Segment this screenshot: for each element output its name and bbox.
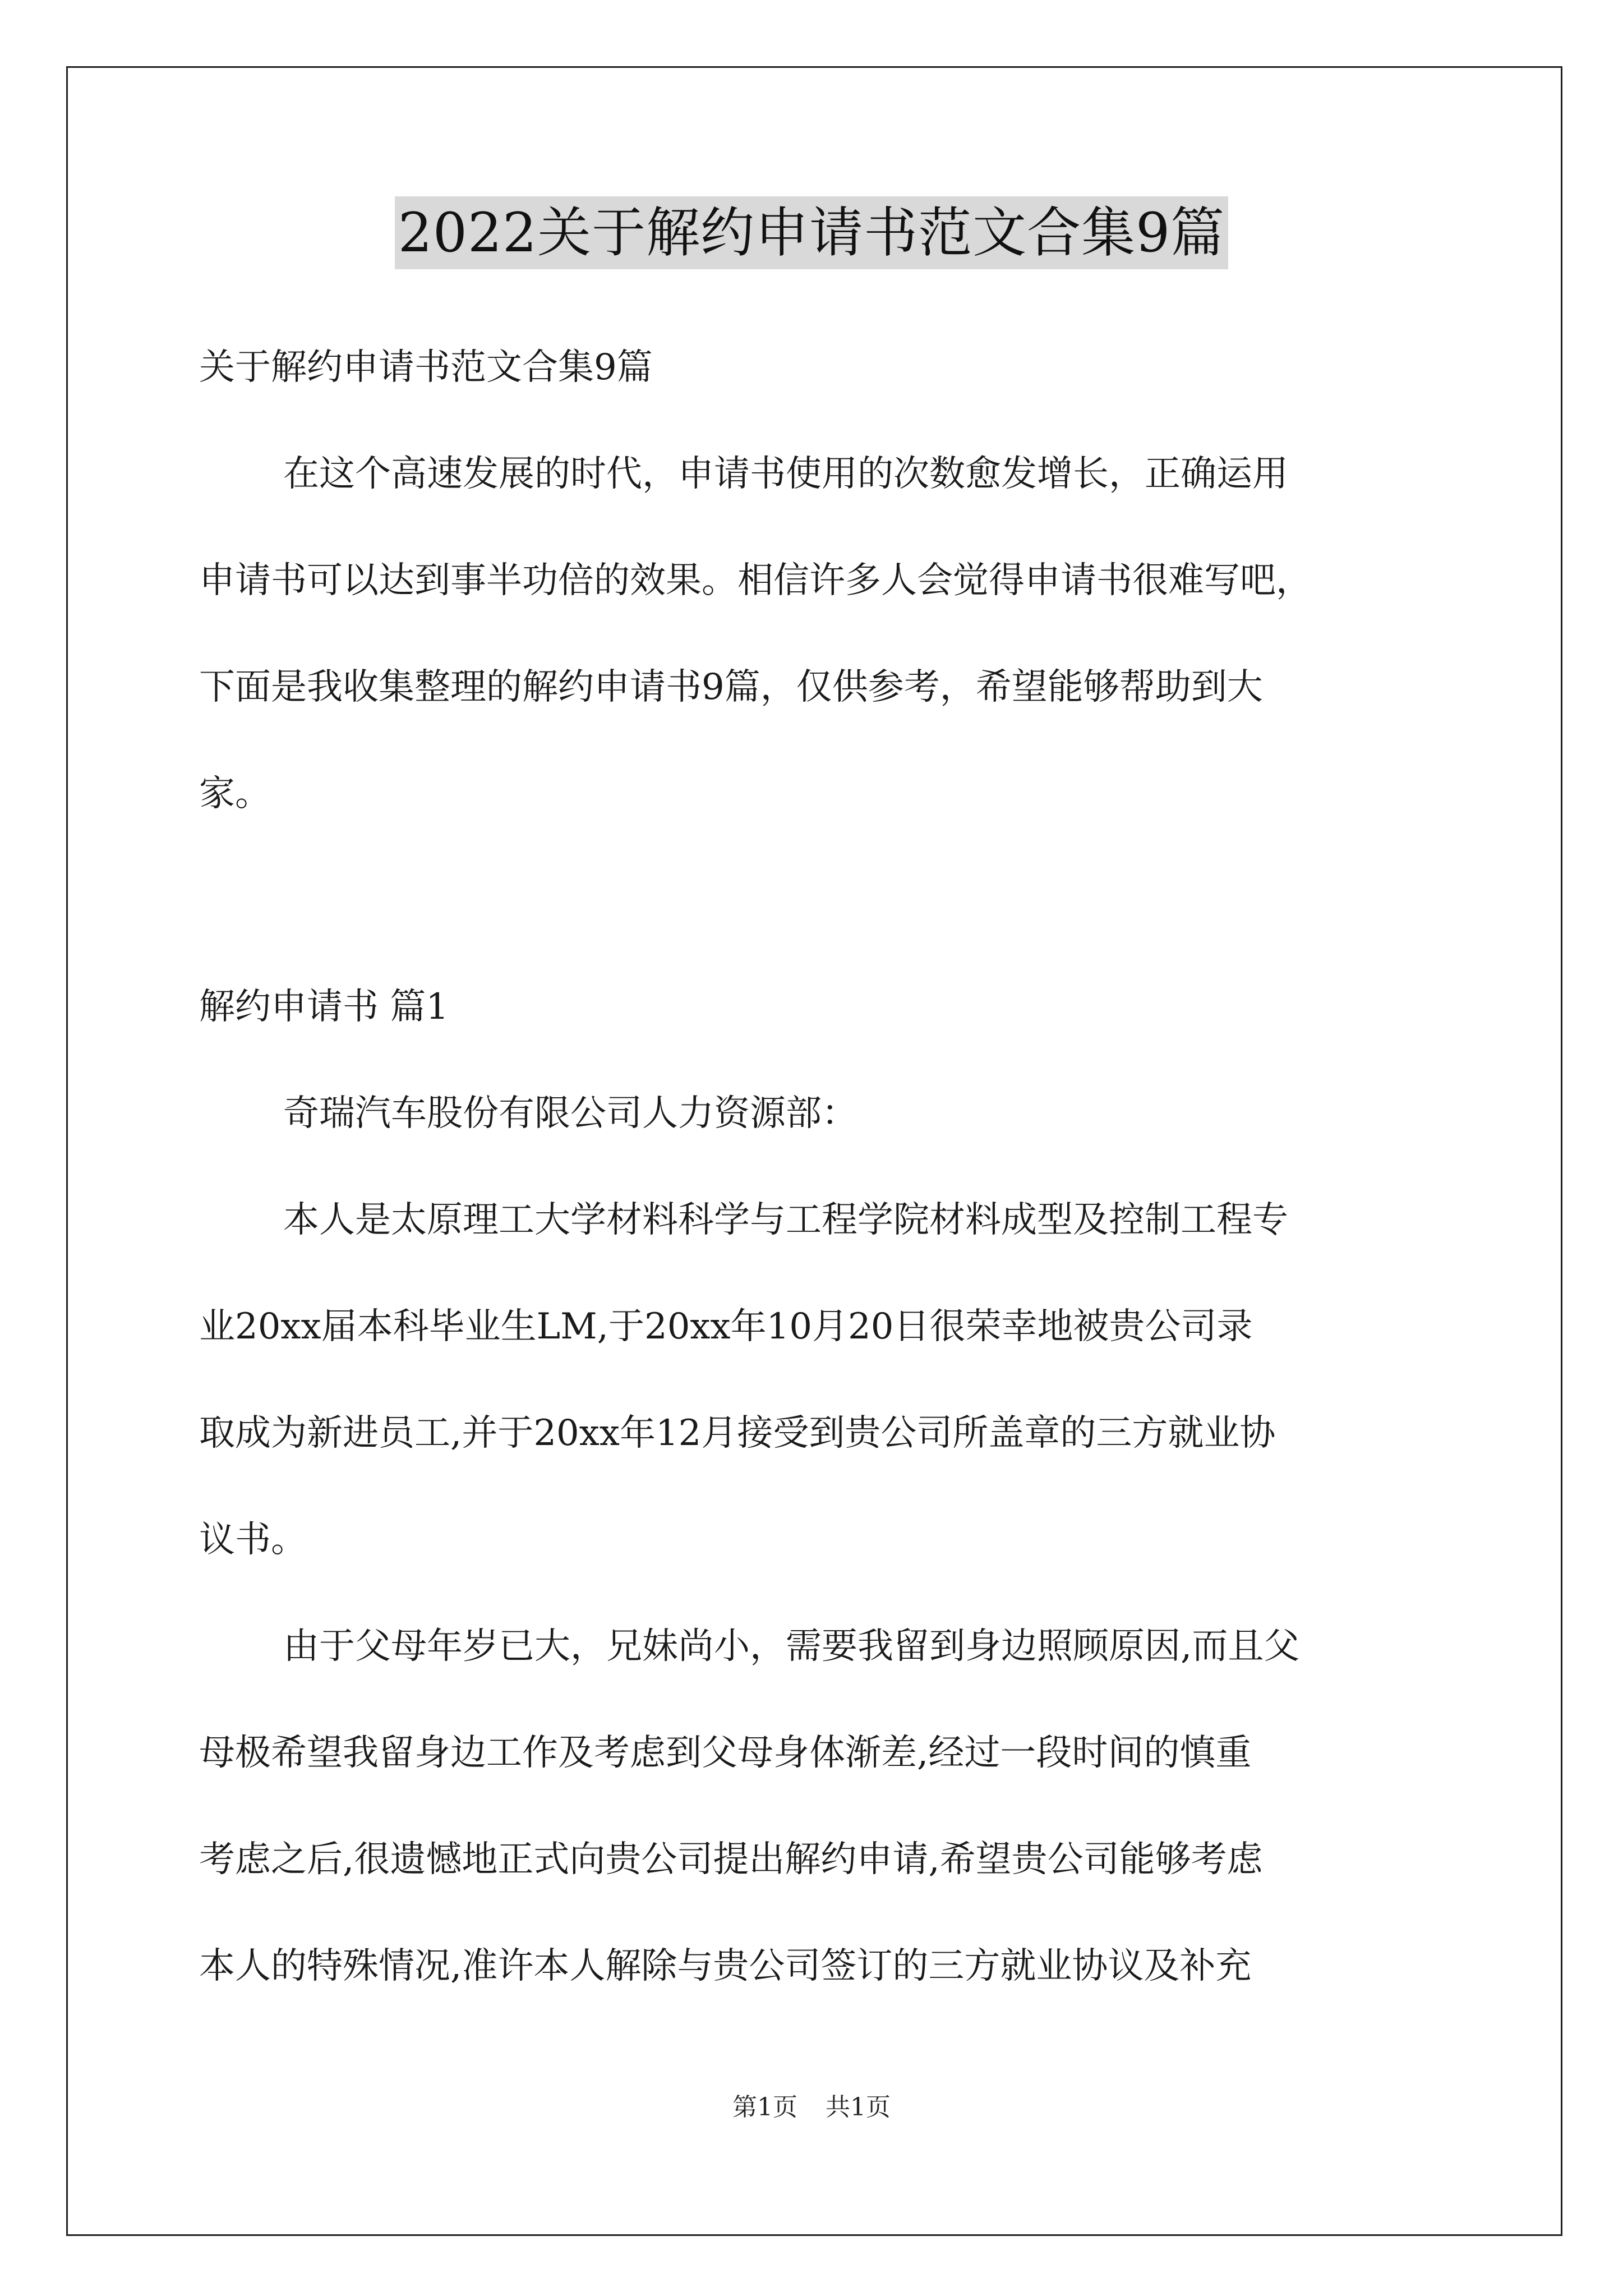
paragraph1-line-3: 取成为新进员工,并于20xx年12月接受到贵公司所盖章的三方就业协 <box>199 1412 1276 1454</box>
paragraph1-line-1: 本人是太原理工大学材料科学与工程学院材料成型及控制工程专 <box>283 1199 1288 1241</box>
paragraph1-line-4: 议书。 <box>199 1519 307 1561</box>
paragraph2-line-4: 本人的特殊情况,准许本人解除与贵公司签订的三方就业协议及补充 <box>199 1945 1252 1987</box>
intro-line-4: 家。 <box>199 773 271 815</box>
paragraph2-line-2: 母极希望我留身边工作及考虑到父母身体渐差,经过一段时间的慎重 <box>199 1732 1252 1774</box>
document-title: 2022关于解约申请书范文合集9篇 <box>395 196 1228 269</box>
page-number-current: 第1页 <box>732 2093 797 2122</box>
salutation: 奇瑞汽车股份有限公司人力资源部： <box>283 1093 857 1134</box>
intro-line-1: 在这个高速发展的时代，申请书使用的次数愈发增长，正确运用 <box>283 453 1288 495</box>
paragraph2-line-3: 考虑之后,很遗憾地正式向贵公司提出解约申请,希望贵公司能够考虑 <box>199 1839 1263 1880</box>
section-spacer <box>199 847 1444 954</box>
paragraph2-line-1: 由于父母年岁已大，兄妹尚小，需要我留到身边照顾原因,而且父 <box>283 1626 1300 1667</box>
document-subtitle: 关于解约申请书范文合集9篇 <box>199 347 653 388</box>
page-number-total: 共1页 <box>826 2093 891 2122</box>
intro-line-3: 下面是我收集整理的解约申请书9篇，仅供参考，希望能够帮助到大 <box>199 666 1263 708</box>
section-heading: 解约申请书 篇1 <box>199 986 449 1028</box>
intro-line-2: 申请书可以达到事半功倍的效果。相信许多人会觉得申请书很难写吧， <box>199 560 1312 601</box>
paragraph1-line-2: 业20xx届本科毕业生LM,于20xx年10月20日很荣幸地被贵公司录 <box>199 1306 1253 1347</box>
page-footer <box>0 2087 1623 2123</box>
title-container <box>0 196 1623 269</box>
document-body <box>199 314 1444 2019</box>
